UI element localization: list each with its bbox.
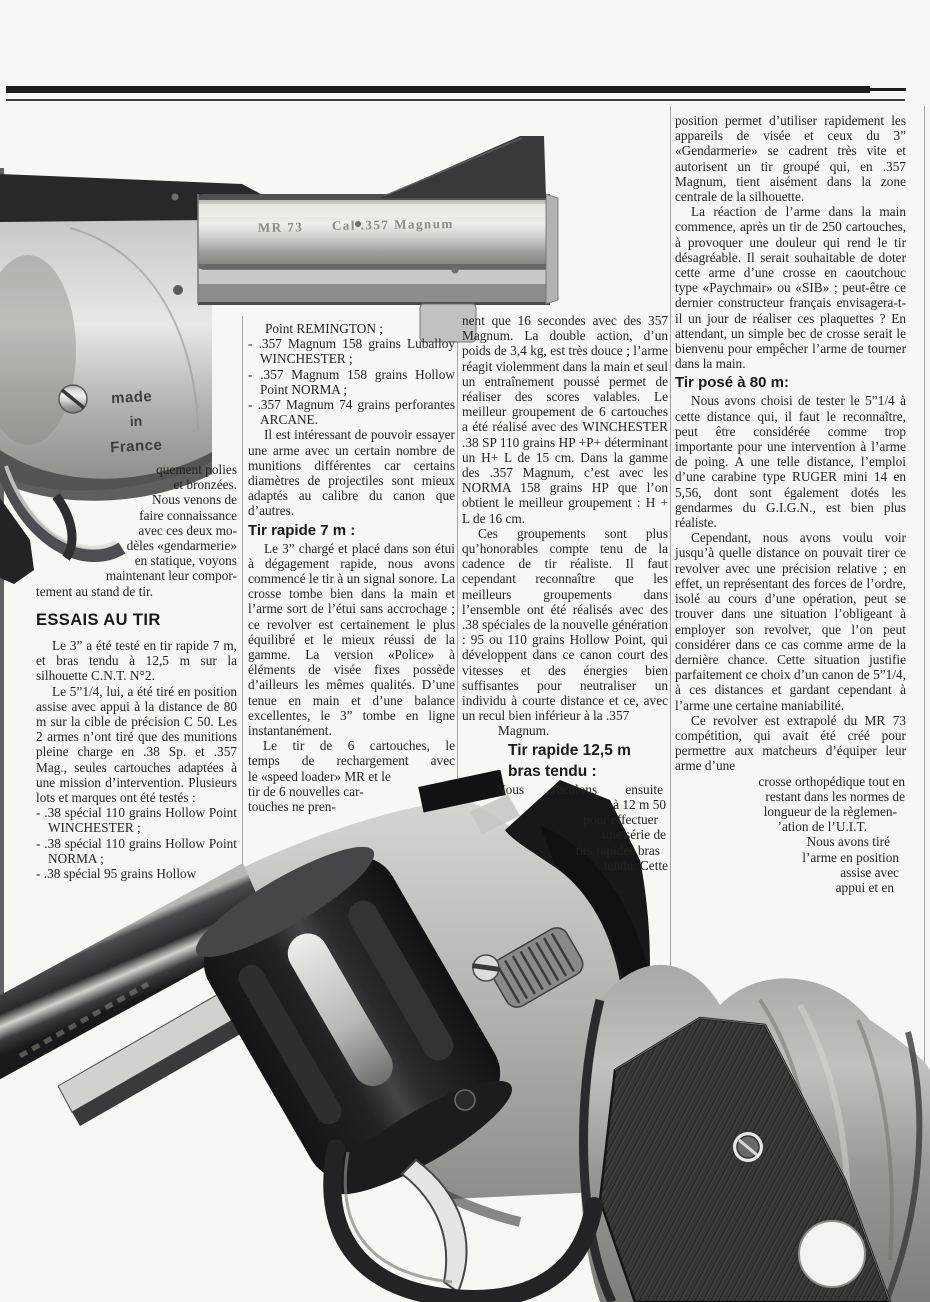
wrap-line: quement polies bbox=[156, 462, 237, 477]
wrap-line: Le tir de 6 cartouches, le bbox=[263, 738, 455, 754]
wrap-line: Nous avons tiré bbox=[806, 834, 890, 850]
wrap-line: pour effectuer bbox=[583, 812, 658, 828]
wrap-line: en statique, voyons bbox=[134, 553, 237, 569]
wrap-line: tendu. Cette bbox=[603, 857, 668, 873]
wrap-line: une série de bbox=[602, 827, 666, 843]
wrap-line: longueur de la règlemen- bbox=[763, 803, 897, 819]
wrap-line: temps de rechargement avec bbox=[248, 753, 455, 769]
wrap-line: Nous venons de bbox=[152, 492, 237, 508]
latch-screw bbox=[472, 955, 500, 981]
wrap-line: le «speed loader» MR et le bbox=[248, 768, 391, 784]
wrap-line: l’arme en position bbox=[802, 849, 899, 865]
ammo-list-item: - .357 Magnum 158 grains Hollow Point NORMA ; bbox=[248, 366, 455, 397]
subheading-tir-rapide-12-5m: Tir rapide 12,5 m bbox=[508, 741, 631, 759]
paragraph: Nous avons choisi de tester le 5”1/4 à cette distance qui, il faut le reconnaître, peut être considérée comme trop importante pour une intervention à l’arme de poing. A une telle distance, l’emploi d’une carabine type RUGER mini 14 en 5,56, dont sont également dotés les gendarmes du G.I.G.N., est bien plus réaliste. bbox=[675, 393, 906, 531]
front-sight-ramp bbox=[380, 136, 546, 198]
column-2 bbox=[248, 321, 455, 814]
grip-screw bbox=[733, 1132, 763, 1162]
svg-text:made: made bbox=[110, 387, 153, 408]
column-1 bbox=[36, 598, 237, 881]
paragraph: Ces groupements sont plus qu’honorables compte tenu de la cadence de tir réaliste. Il faut cependant reconnaître que les meilleurs groupements dans l’ensemble ont été réalisés avec des .38 spéciales de la nouvelle génération : 95 ou 110 grains Hollow Point, qui développent dans ce canon court des vitesses et des énergies bien suffisantes pour neutraliser un individu à courte distance et ce, avec un recul bien inférieur à la .357 bbox=[462, 525, 668, 724]
wrap-line: ’ation de l’U.I.T. bbox=[777, 819, 867, 835]
wrap-line: tement au stand de tir. bbox=[36, 583, 154, 599]
list-continuation: Point REMINGTON ; bbox=[265, 321, 383, 336]
wrap-line: avec ces deux mo- bbox=[138, 522, 237, 538]
top-rule-thick-extension bbox=[868, 88, 906, 91]
top-rule-thick bbox=[6, 86, 870, 93]
wrap-line: tir de 6 nouvelles car- bbox=[248, 783, 364, 799]
wrap-line: tirs rapides bras bbox=[575, 842, 660, 858]
subheading-tir-pose-80m: Tir posé à 80 m: bbox=[675, 374, 789, 392]
wrap-line: Nous reculons ensuite bbox=[496, 781, 663, 797]
paragraph: Le 3” chargé et placé dans son étui à dégagement rapide, nous avons commencé le tir à un signal sonore. La crosse tombe bien dans la main et l’arme sort de l’étui sans accrochage ; ce revolver est certainement le plus équilibré et le mieux réussi de la gamme. La version «Police» à éléments de visée fixes possède d’ailleurs les mêmes qualités. D’une tenue en main et d’une balance excellentes, le 3” tombe en ligne instantanément. bbox=[248, 540, 455, 739]
frame-pin-hole bbox=[455, 1090, 475, 1110]
svg-text:in: in bbox=[129, 412, 143, 430]
wrap-line: assise avec bbox=[840, 864, 899, 880]
wrap-line: appui et en bbox=[835, 879, 894, 895]
grip-medallion bbox=[799, 1221, 865, 1287]
wrap-line: et bronzées. bbox=[173, 477, 237, 493]
wrap-line: touches ne pren- bbox=[248, 799, 336, 815]
wrap-line: Magnum. bbox=[498, 723, 550, 739]
paragraph: Le 5”1/4, lui, a été tiré en position assise avec appui à la distance de 80 m sur la cible de précision C 50. Les 2 armes n’ont tiré que des munitions pleine charge en .38 Sp. et .357 Mag., seules cartouches adaptées à une mission d’intervention. Plusieurs lots et marques ont été testés : bbox=[36, 683, 237, 806]
wrap-line: crosse orthopédique tout en bbox=[758, 773, 905, 789]
subheading-tir-rapide-7m: Tir rapide 7 m : bbox=[248, 521, 356, 539]
paragraph: Cependant, nous avons voulu voir jusqu’à quelle distance on pouvait tirer ce revolver avec une précision relative ; en effet, un représentant des forces de l’ordre, isolé au cours d’une opération, peut se trouver dans une situation l’obligeant à employer son revolver, que l’on peut considérer dans ce cas comme arme de la dernière chance. Cette situation justifie parfaitement ce choix d’un canon de 5”1/4, à ces distances et gardant cependant à l’arme une certaine maniabilité. bbox=[675, 530, 906, 713]
paragraph: La réaction de l’arme dans la main commence, après un tir de 250 cartouches, à provoquer une douleur qui rend le tir désagréable. Il serait souhaitable de doter cette arme d’une crosse en caoutchouc type «Paychmair» ou «SIB» ; peut-être ce dernier constructeur français envisagera-t-il un jour de réaliser ces plaquettes ? En attendant, un simple bec de crosse serait le bienvenu pour empêcher l’arme de tourner dans la main. bbox=[675, 204, 906, 372]
paragraph: Le 3” a été testé en tir rapide 7 m, et bras tendu à 12,5 m sur la silhouette C.N.T. N°2. bbox=[36, 638, 237, 684]
paragraph: position permet d’utiliser rapidement les appareils de visée et ceux du 3” «Gendarmerie» se cadrent très vite et autorisent un tir groupé qui, en .357 Magnum, tient aisément dans la zone centrale de la silhouette. bbox=[675, 113, 906, 205]
ammo-list-item: - .38 spécial 95 grains Hollow bbox=[36, 866, 197, 882]
paragraph: Il est intéressant de pouvoir essayer une arme avec un certain nombre de munitions différentes car certains diamètres de projectiles sont mieux adaptés au calibre du canon que d’autres. bbox=[248, 427, 455, 519]
paragraph: nent que 16 secondes avec des 357 Magnum. La double action, d’un poids de 3,4 kg, est très douce ; l’arme réagit violemment dans la main et seul un entraînement poussé permet de réaliser des scores valables. Le meilleur groupement de 6 cartouches a été réalisé avec des WINCHESTER .38 SP 110 grains HP +P+ déterminant un H+ L de 15 cm. Dans la gamme des .357 Magnum, c’est avec les NORMA 158 grains HP que l’on obtient le meilleur groupement : H + L de 16 cm. bbox=[462, 313, 668, 526]
column-1-wrap-text bbox=[36, 462, 237, 599]
sideplate-screw bbox=[59, 385, 87, 413]
section-heading-essais-au-tir: ESSAIS AU TIR bbox=[36, 611, 161, 629]
wrap-line: dèles «gendarmerie» bbox=[126, 538, 237, 554]
subheading-bras-tendu: bras tendu : bbox=[508, 762, 597, 780]
wrap-line: à 12 m 50 bbox=[613, 796, 666, 812]
barrel-engraving-model: MR 73 bbox=[257, 219, 304, 235]
wrap-line: faire connaissance bbox=[139, 507, 237, 523]
column-3 bbox=[462, 313, 668, 873]
paragraph: Ce revolver est extrapolé du MR 73 compétition, qui avait été créé pour permettre aux matcheurs d’équiper leur arme d’une bbox=[675, 712, 906, 774]
ammo-list-item: - .357 Magnum 158 grains Luballoy WINCHESTER ; bbox=[248, 336, 455, 367]
svg-text:France: France bbox=[109, 436, 163, 457]
ammo-list-item: - .357 Magnum 74 grains perforantes ARCANE. bbox=[248, 397, 455, 428]
ammo-list-item: - .38 spécial 110 grains Hollow Point NORMA ; bbox=[36, 835, 237, 866]
column-4 bbox=[675, 113, 906, 895]
wrap-line: restant dans les normes de bbox=[765, 788, 905, 804]
ammo-list-item: - .38 spécial 110 grains Hollow Point WINCHESTER ; bbox=[36, 805, 237, 836]
barrel-engraving-caliber: Cal .357 Magnum bbox=[331, 215, 454, 233]
wrap-line: maintenant leur compor- bbox=[105, 568, 237, 584]
